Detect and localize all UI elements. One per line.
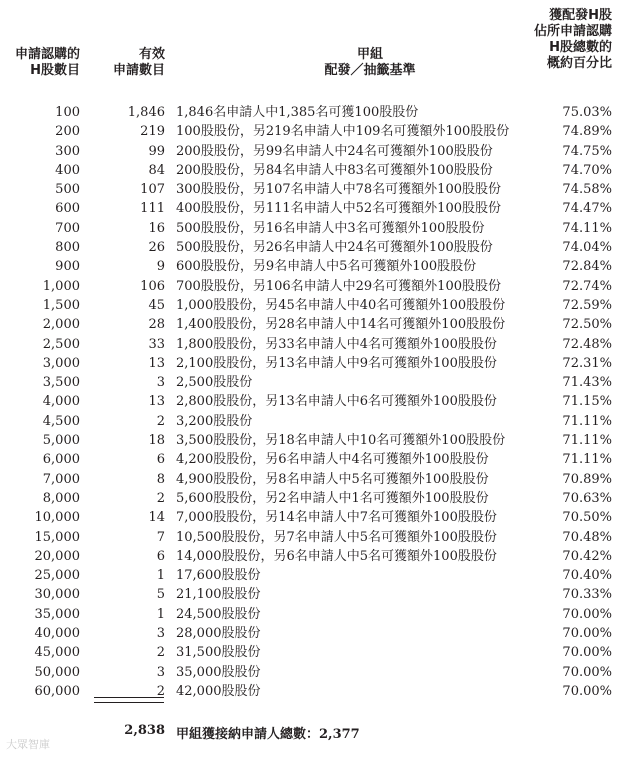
cell-applied-shares: 45,000	[34, 645, 80, 661]
cell-applied-shares: 2,500	[42, 336, 80, 352]
cell-percentage: 74.70%	[562, 162, 612, 178]
cell-valid-applications: 6	[156, 548, 165, 564]
cell-allotment-basis: 10,500股股份，另7名申請人中5名可獲額外100股股份	[176, 529, 497, 545]
cell-valid-applications: 219	[140, 124, 165, 140]
cell-valid-applications: 33	[148, 336, 165, 352]
cell-percentage: 70.33%	[562, 587, 612, 603]
cell-valid-applications: 111	[140, 201, 165, 217]
cell-allotment-basis: 24,500股股份	[176, 606, 261, 622]
cell-percentage: 71.11%	[562, 433, 612, 449]
cell-percentage: 70.50%	[562, 510, 612, 526]
cell-valid-applications: 45	[148, 297, 165, 313]
cell-applied-shares: 60,000	[34, 683, 80, 699]
table-row	[0, 624, 630, 643]
cell-percentage: 70.48%	[562, 529, 612, 545]
cell-valid-applications: 16	[148, 220, 165, 236]
table-row	[0, 547, 630, 566]
cell-applied-shares: 300	[55, 143, 80, 159]
header-allotment-basis	[270, 47, 470, 79]
cell-applied-shares: 200	[55, 124, 80, 140]
cell-allotment-basis: 31,500股股份	[176, 645, 261, 661]
cell-valid-applications: 1	[156, 606, 165, 622]
cell-applied-shares: 2,000	[42, 317, 80, 333]
table-row	[0, 470, 630, 489]
table-row	[0, 335, 630, 354]
cell-allotment-basis: 17,600股股份	[176, 568, 261, 584]
cell-valid-applications: 9	[156, 259, 165, 275]
cell-valid-applications: 28	[148, 317, 165, 333]
header-line: 申請認購的	[14, 47, 80, 62]
cell-percentage: 74.04%	[562, 240, 612, 256]
table-row	[0, 489, 630, 508]
cell-valid-applications: 2	[156, 683, 165, 699]
cell-percentage: 70.00%	[562, 606, 612, 622]
cell-applied-shares: 50,000	[34, 664, 80, 680]
total-double-rule	[94, 697, 164, 703]
header-line: 獲配發H股	[549, 8, 612, 23]
cell-applied-shares: 6,000	[42, 452, 80, 468]
cell-percentage: 74.58%	[562, 182, 612, 198]
cell-applied-shares: 800	[55, 240, 80, 256]
cell-applied-shares: 3,500	[42, 375, 80, 391]
cell-allotment-basis: 2,800股股份，另13名申請人中6名可獲額外100股股份	[176, 394, 497, 410]
cell-valid-applications: 1	[156, 568, 165, 584]
cell-allotment-basis: 14,000股股份，另6名申請人中5名可獲額外100股股份	[176, 548, 497, 564]
cell-percentage: 72.84%	[562, 259, 612, 275]
table-row	[0, 238, 630, 257]
header-valid-applications	[113, 47, 165, 79]
cell-applied-shares: 700	[55, 220, 80, 236]
table-row	[0, 180, 630, 199]
cell-valid-applications: 13	[148, 394, 165, 410]
table-row	[0, 199, 630, 218]
cell-percentage: 72.48%	[562, 336, 612, 352]
table-row	[0, 605, 630, 624]
cell-allotment-basis: 300股股份，另107名申請人中78名可獲額外100股股份	[176, 182, 501, 198]
cell-percentage: 71.11%	[562, 413, 612, 429]
cell-percentage: 72.50%	[562, 317, 612, 333]
cell-applied-shares: 3,000	[42, 355, 80, 371]
cell-allotment-basis: 600股股份，另9名申請人中5名可獲額外100股股份	[176, 259, 477, 275]
allotment-table-body	[0, 103, 630, 701]
cell-applied-shares: 500	[55, 182, 80, 198]
cell-allotment-basis: 500股股份，另26名申請人中24名可獲額外100股股份	[176, 240, 493, 256]
cell-percentage: 70.63%	[562, 490, 612, 506]
table-row	[0, 412, 630, 431]
cell-valid-applications: 107	[140, 182, 165, 198]
cell-allotment-basis: 400股股份，另111名申請人中52名可獲額外100股股份	[176, 201, 501, 217]
table-row	[0, 431, 630, 450]
header-line: H股總數的	[549, 40, 612, 55]
cell-allotment-basis: 4,200股股份，另6名申請人中4名可獲額外100股股份	[176, 452, 489, 468]
cell-applied-shares: 15,000	[34, 529, 80, 545]
cell-percentage: 75.03%	[562, 105, 612, 120]
cell-percentage: 72.31%	[562, 355, 612, 371]
cell-allotment-basis: 1,000股股份，另45名申請人中40名可獲額外100股股份	[176, 297, 506, 313]
cell-allotment-basis: 200股股份，另99名申請人中24名可獲額外100股股份	[176, 143, 493, 159]
cell-applied-shares: 1,000	[42, 278, 80, 294]
cell-percentage: 70.89%	[562, 471, 612, 487]
cell-applied-shares: 100	[55, 105, 80, 120]
cell-percentage: 70.00%	[562, 664, 612, 680]
cell-percentage: 71.43%	[562, 375, 612, 391]
cell-percentage: 70.40%	[562, 568, 612, 584]
cell-allotment-basis: 1,800股股份，另33名申請人中4名可獲額外100股股份	[176, 336, 497, 352]
cell-allotment-basis: 28,000股股份	[176, 626, 261, 642]
header-line: H股數目	[30, 63, 80, 78]
cell-applied-shares: 1,500	[42, 297, 80, 313]
cell-allotment-basis: 1,400股股份，另28名申請人中14名可獲額外100股股份	[176, 317, 506, 333]
cell-allotment-basis: 3,200股股份	[176, 413, 253, 429]
cell-applied-shares: 5,000	[42, 433, 80, 449]
cell-valid-applications: 8	[156, 471, 165, 487]
cell-allotment-basis: 5,600股股份，另2名申請人中1名可獲額外100股股份	[176, 490, 489, 506]
cell-percentage: 74.11%	[562, 220, 612, 236]
cell-applied-shares: 900	[55, 259, 80, 275]
header-approx-percentage	[534, 8, 612, 72]
table-row	[0, 508, 630, 527]
cell-valid-applications: 7	[156, 529, 165, 545]
cell-applied-shares: 10,000	[34, 510, 80, 526]
cell-applied-shares: 600	[55, 201, 80, 217]
cell-valid-applications: 99	[148, 143, 165, 159]
cell-applied-shares: 8,000	[42, 490, 80, 506]
cell-applied-shares: 25,000	[34, 568, 80, 584]
cell-applied-shares: 4,000	[42, 394, 80, 410]
cell-valid-applications: 13	[148, 355, 165, 371]
table-row	[0, 450, 630, 469]
cell-percentage: 72.59%	[562, 297, 612, 313]
cell-percentage: 74.75%	[562, 143, 612, 159]
cell-percentage: 72.74%	[562, 278, 612, 294]
header-line: 有效	[138, 47, 165, 62]
cell-allotment-basis: 21,100股股份	[176, 587, 261, 603]
table-row	[0, 643, 630, 662]
cell-allotment-basis: 4,900股股份，另8名申請人中5名可獲額外100股股份	[176, 471, 489, 487]
table-row	[0, 257, 630, 276]
cell-allotment-basis: 2,500股股份	[176, 375, 253, 391]
cell-valid-applications: 2	[156, 645, 165, 661]
cell-valid-applications: 2	[156, 413, 165, 429]
table-row	[0, 663, 630, 682]
cell-valid-applications: 18	[148, 433, 165, 449]
cell-percentage: 74.89%	[562, 124, 612, 140]
table-row	[0, 219, 630, 238]
table-row	[0, 161, 630, 180]
cell-applied-shares: 30,000	[34, 587, 80, 603]
cell-valid-applications: 5	[156, 587, 165, 603]
table-row	[0, 566, 630, 585]
cell-valid-applications: 26	[148, 240, 165, 256]
cell-percentage: 70.00%	[562, 683, 612, 699]
cell-applied-shares: 7,000	[42, 471, 80, 487]
cell-allotment-basis: 7,000股股份，另14名申請人中7名可獲額外100股股份	[176, 510, 497, 526]
cell-valid-applications: 3	[156, 375, 165, 391]
header-line: 配發／抽籤基準	[324, 63, 416, 78]
cell-percentage: 71.15%	[562, 394, 612, 410]
table-row	[0, 373, 630, 392]
total-valid-applications: 2,838	[124, 723, 165, 738]
cell-allotment-basis: 2,100股股份，另13名申請人中9名可獲額外100股股份	[176, 355, 497, 371]
cell-percentage: 70.00%	[562, 626, 612, 642]
cell-allotment-basis: 700股股份，另106名申請人中29名可獲額外100股股份	[176, 278, 501, 294]
cell-applied-shares: 35,000	[34, 606, 80, 622]
cell-allotment-basis: 500股股份，另16名申請人中3名可獲額外100股股份	[176, 220, 485, 236]
header-line: 概約百分比	[546, 56, 612, 71]
cell-allotment-basis: 200股股份，另84名申請人中83名可獲額外100股股份	[176, 162, 493, 178]
cell-allotment-basis: 1,846名申請人中1,385名可獲100股股份	[176, 105, 419, 120]
cell-percentage: 71.11%	[562, 452, 612, 468]
cell-allotment-basis: 3,500股股份，另18名申請人中10名可獲額外100股股份	[176, 433, 506, 449]
cell-percentage: 74.47%	[562, 201, 612, 217]
table-row	[0, 315, 630, 334]
cell-percentage: 70.00%	[562, 645, 612, 661]
cell-valid-applications: 106	[140, 278, 165, 294]
cell-allotment-basis: 35,000股股份	[176, 664, 261, 680]
table-row	[0, 528, 630, 547]
table-row	[0, 122, 630, 141]
table-row	[0, 277, 630, 296]
cell-percentage: 70.42%	[562, 548, 612, 564]
header-applied-shares	[15, 47, 80, 79]
header-line: 申請數目	[112, 63, 165, 78]
total-successful-applicants: 甲組獲接納申請人總數：2,377	[176, 727, 360, 742]
cell-valid-applications: 1,846	[127, 105, 165, 120]
cell-applied-shares: 20,000	[34, 548, 80, 564]
cell-applied-shares: 400	[55, 162, 80, 178]
cell-applied-shares: 4,500	[42, 413, 80, 429]
watermark-logo: 大眾智庫	[6, 738, 50, 751]
table-row	[0, 103, 630, 122]
cell-allotment-basis: 42,000股股份	[176, 683, 261, 699]
cell-valid-applications: 3	[156, 664, 165, 680]
table-row	[0, 354, 630, 373]
cell-valid-applications: 84	[148, 162, 165, 178]
table-row	[0, 392, 630, 411]
cell-applied-shares: 40,000	[34, 626, 80, 642]
cell-valid-applications: 6	[156, 452, 165, 468]
header-line: 佔所申請認購	[533, 24, 612, 39]
cell-allotment-basis: 100股股份，另219名申請人中109名可獲額外100股股份	[176, 124, 510, 140]
table-row	[0, 142, 630, 161]
cell-valid-applications: 14	[148, 510, 165, 526]
header-line: 甲組	[356, 47, 383, 62]
cell-valid-applications: 2	[156, 490, 165, 506]
cell-valid-applications: 3	[156, 626, 165, 642]
table-row	[0, 296, 630, 315]
table-row	[0, 585, 630, 604]
